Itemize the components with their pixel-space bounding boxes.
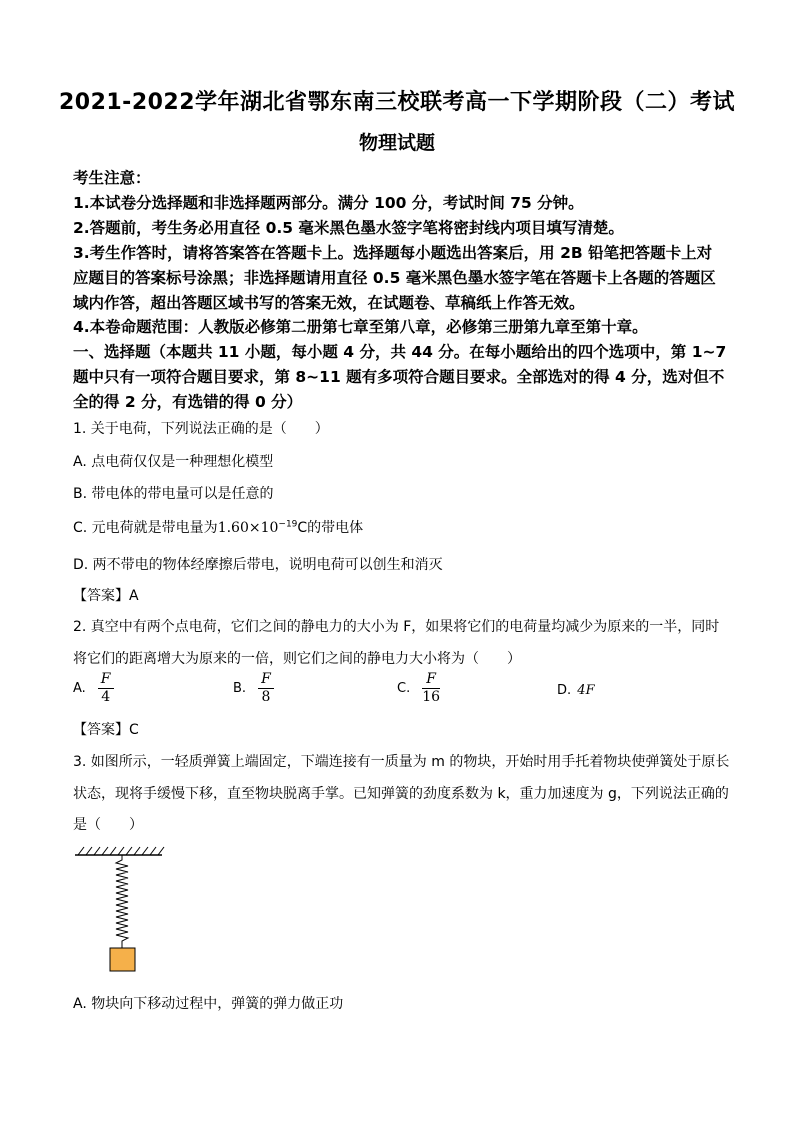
q1-option-c-value: 1.60×10 (217, 520, 279, 536)
q1-stem: 1. 关于电荷，下列说法正确的是（ ） (73, 421, 329, 437)
notice-heading: 考生注意： (73, 169, 151, 187)
q2-option-a-fraction: $\frac{F}{4}$ (98, 671, 114, 706)
q2-option-a: A. $\frac{F}{4}$ (73, 671, 114, 706)
q1-option-c-prefix: C. 元电荷就是带电量为 (73, 520, 218, 536)
q1-answer: 【答案】A (73, 588, 139, 604)
q2-answer: 【答案】C (73, 722, 139, 738)
q2-option-b-fraction: $\frac{F}{8}$ (258, 671, 274, 706)
mass-block (110, 948, 135, 971)
notice-line: 域内作答，超出答题区域书写的答案无效，在试题卷、草稿纸上作答无效。 (73, 294, 585, 312)
section-instructions: 题中只有一项符合题目要求，第 8~11 题有多项符合题目要求。全部选对的得 4 分，选对但不 (73, 368, 725, 386)
q3-stem-line: 是（ ） (73, 817, 143, 833)
notice-line: 1.本试卷分选择题和非选择题两部分。满分 100 分，考试时间 75 分钟。 (73, 194, 584, 212)
notice-line: 4.本卷命题范围：人教版必修第二册第七章至第八章，必修第三册第九章至第十章。 (73, 318, 648, 336)
exam-title: 2021-2022学年湖北省鄂东南三校联考高一下学期阶段（二）考试 (58, 90, 736, 115)
q2-option-c-fraction: $\frac{F}{16}$ (422, 671, 441, 705)
q2-option-b: B. $\frac{F}{8}$ (233, 671, 274, 706)
q3-stem-line: 3. 如图所示，一轻质弹簧上端固定，下端连接有一质量为 m 的物块，开始时用手托着物块使弹簧处于原长 (73, 754, 730, 770)
q2-option-c: C. $\frac{F}{16}$ (397, 671, 441, 705)
notice-line: 3.考生作答时，请将答案答在答题卡上。选择题每小题选出答案后，用 2B 铅笔把答题卡上对 (73, 244, 713, 262)
section-instructions: 一、选择题（本题共 11 小题，每小题 4 分，共 44 分。在每小题给出的四个选项中，第 1~7 (73, 343, 727, 361)
spring-block-diagram (70, 842, 170, 977)
exam-subtitle: 物理试题 (358, 132, 435, 154)
section-instructions: 全的得 2 分，有选错的得 0 分） (73, 393, 303, 411)
q1-option-a: A. 点电荷仅仅是一种理想化模型 (73, 454, 274, 470)
q2-stem-line: 2. 真空中有两个点电荷，它们之间的静电力的大小为 F，如果将它们的电荷量均减少为原来的一半，同时 (73, 619, 720, 635)
q2-option-d: D. 4F (557, 683, 595, 698)
notice-line: 应题目的答案标号涂黑；非选择题请用直径 0.5 毫米黑色墨水签字笔在答题卡上各题的答题区 (73, 269, 716, 287)
q1-option-c (73, 517, 363, 537)
spring (116, 855, 128, 948)
q1-option-b: B. 带电体的带电量可以是任意的 (73, 486, 274, 502)
q2-stem-line: 将它们的距离增大为原来的一倍，则它们之间的静电力大小将为（ ） (73, 651, 521, 667)
q1-option-c-suffix: C的带电体 (297, 520, 364, 536)
q3-stem-line: 状态，现将手缓慢下移，直至物块脱离手掌。已知弹簧的劲度系数为 k，重力加速度为 g，下列说法正确的 (73, 786, 729, 802)
notice-line: 2.答题前，考生务必用直径 0.5 毫米黑色墨水签字笔将密封线内项目填写清楚。 (73, 219, 624, 237)
q1-option-c-exponent: −19 (278, 519, 298, 530)
q1-option-d: D. 两不带电的物体经摩擦后带电，说明电荷可以创生和消灭 (73, 557, 443, 573)
q3-option-a: A. 物块向下移动过程中，弹簧的弹力做正功 (73, 996, 344, 1012)
ceiling-hatching (78, 847, 164, 855)
